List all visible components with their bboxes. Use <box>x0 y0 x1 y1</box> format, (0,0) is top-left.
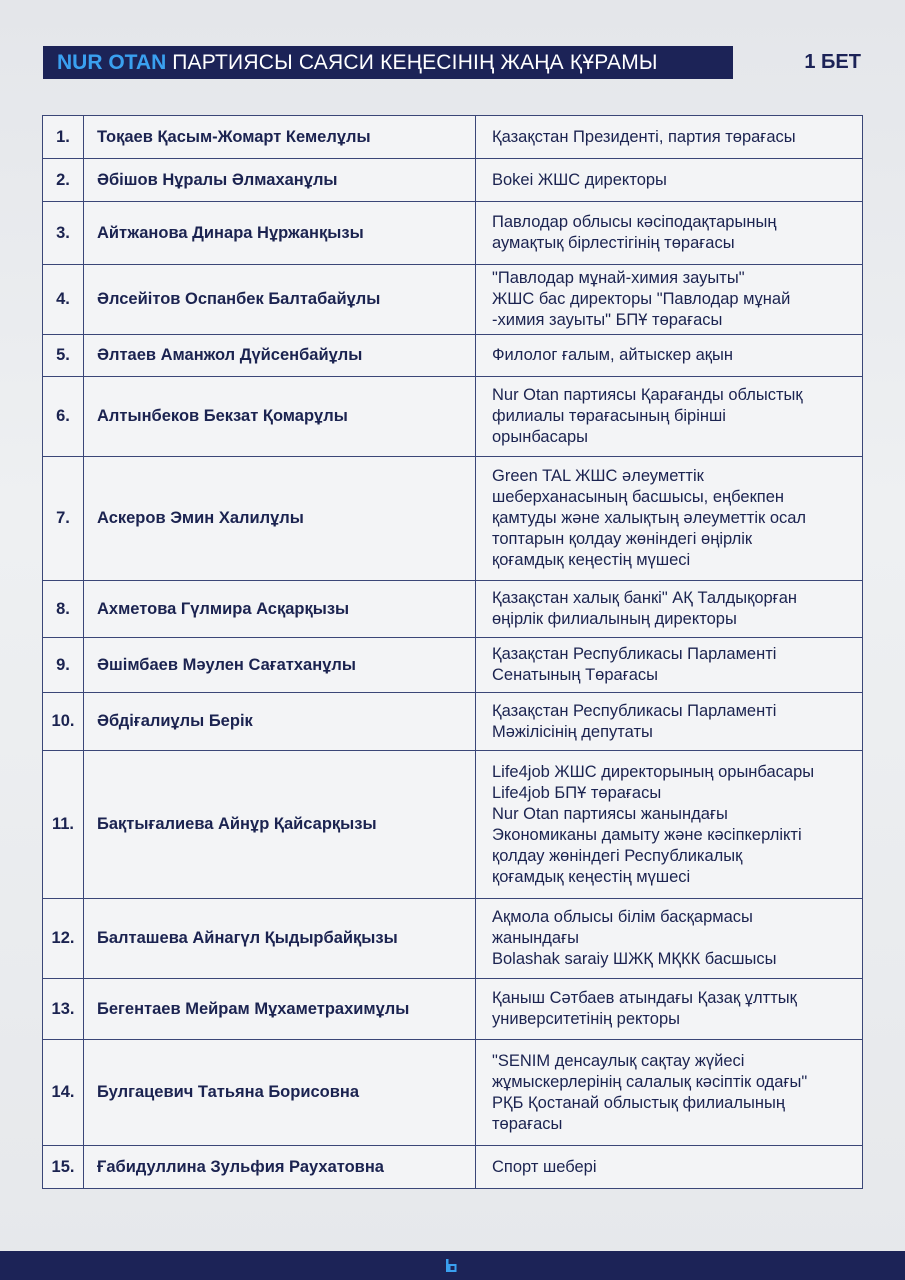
member-position <box>476 335 863 377</box>
member-name: Әбішов Нұралы Әлмаханұлы <box>84 159 476 202</box>
members-table <box>42 115 863 1189</box>
member-name: Әшімбаев Мәулен Сағатханұлы <box>84 638 476 693</box>
position-line: Экономиканы дамыту және кәсіпкерлікті <box>492 825 802 844</box>
position-line: қоғамдық кеңестің мүшесі <box>492 551 691 569</box>
row-number: 12. <box>43 899 84 979</box>
member-position <box>476 581 863 638</box>
position-line: Life4job ЖШС директорының орынбасары <box>492 762 815 781</box>
position-line: Қазақстан Республикасы Парламенті <box>492 701 777 720</box>
member-position <box>476 202 863 265</box>
member-position <box>476 116 863 159</box>
position-line: Nur Otan партиясы жанындағы <box>492 804 728 823</box>
position-line: университетінің ректоры <box>492 1010 681 1028</box>
row-number: 1. <box>43 116 84 159</box>
position-line: Мәжілісінің депутаты <box>492 722 653 741</box>
member-position <box>476 377 863 457</box>
table-row <box>43 899 863 979</box>
member-name: Балташева Айнагүл Қыдырбайқызы <box>84 899 476 979</box>
table-row <box>43 979 863 1040</box>
member-position <box>476 751 863 899</box>
position-line: жұмыскерлерінің салалық кәсіптік одағы" <box>492 1072 808 1091</box>
member-name: Аскеров Эмин Халилұлы <box>84 457 476 581</box>
row-number: 14. <box>43 1040 84 1146</box>
position-line: төрағасы <box>492 1114 563 1133</box>
row-number: 10. <box>43 693 84 751</box>
position-line: қамтуды және халықтың әлеуметтік осал <box>492 509 807 527</box>
position-line: ЖШС бас директоры "Павлодар мұнай <box>492 290 791 308</box>
row-number: 13. <box>43 979 84 1040</box>
table-row <box>43 581 863 638</box>
table-row <box>43 1040 863 1146</box>
party-logo-icon <box>446 1259 457 1272</box>
table-row <box>43 159 863 202</box>
member-name: Бақтығалиева Айнұр Қайсарқызы <box>84 751 476 899</box>
member-name: Булгацевич Татьяна Борисовна <box>84 1040 476 1146</box>
position-line: Филолог ғалым, айтыскер ақын <box>492 346 733 364</box>
header-banner <box>43 46 733 79</box>
member-name: Әбдіғалиұлы Берік <box>84 693 476 751</box>
row-number: 6. <box>43 377 84 457</box>
table-row <box>43 335 863 377</box>
position-line: Ақмола облысы білім басқармасы <box>492 908 753 926</box>
position-line: Bokei ЖШС директоры <box>492 170 667 189</box>
table-row <box>43 751 863 899</box>
member-name: Алтынбеков Бекзат Қомарұлы <box>84 377 476 457</box>
position-line: Сенатының Төрағасы <box>492 666 659 684</box>
table-row <box>43 202 863 265</box>
position-line: "Павлодар мұнай-химия зауыты" <box>492 269 745 287</box>
footer-band <box>0 1251 905 1280</box>
row-number: 5. <box>43 335 84 377</box>
table-row <box>43 265 863 335</box>
position-line: Қазақстан Президенті, партия төрағасы <box>492 127 796 146</box>
table-row <box>43 638 863 693</box>
position-line: аумақтық бірлестігінің төрағасы <box>492 234 735 252</box>
position-line: топтарын қолдау жөніндегі өңірлік <box>492 530 753 548</box>
position-line: Life4job БПҰ төрағасы <box>492 783 662 802</box>
position-line: Green TAL ЖШС әлеуметтік <box>492 467 704 485</box>
position-line: орынбасары <box>492 428 589 446</box>
member-name: Бегентаев Мейрам Мұхаметрахимұлы <box>84 979 476 1040</box>
row-number: 11. <box>43 751 84 899</box>
member-name: Әлтаев Аманжол Дүйсенбайұлы <box>84 335 476 377</box>
position-line: Қазақстан Республикасы Парламенті <box>492 645 777 663</box>
row-number: 2. <box>43 159 84 202</box>
position-line: РҚБ Қостанай облыстық филиалының <box>492 1093 785 1112</box>
table-row <box>43 1146 863 1189</box>
member-position <box>476 1146 863 1189</box>
row-number: 7. <box>43 457 84 581</box>
member-position <box>476 638 863 693</box>
position-line: -химия зауыты" БПҰ төрағасы <box>492 311 723 329</box>
position-line: "SENIM денсаулық сақтау жүйесі <box>492 1051 745 1070</box>
page-number: 1 БЕТ <box>804 51 861 73</box>
member-name: Ахметова Гүлмира Асқарқызы <box>84 581 476 638</box>
row-number: 3. <box>43 202 84 265</box>
table-row <box>43 693 863 751</box>
member-position <box>476 1040 863 1146</box>
position-line: Павлодар облысы кәсіподақтарының <box>492 213 777 231</box>
position-line: Nur Otan партиясы Қарағанды облыстық <box>492 386 803 404</box>
row-number: 8. <box>43 581 84 638</box>
member-name: Айтжанова Динара Нұржанқызы <box>84 202 476 265</box>
member-position <box>476 265 863 335</box>
position-line: қоғамдық кеңестің мүшесі <box>492 867 691 886</box>
row-number: 15. <box>43 1146 84 1189</box>
member-name: Әлсейітов Оспанбек Балтабайұлы <box>84 265 476 335</box>
member-position <box>476 159 863 202</box>
position-line: Спорт шебері <box>492 1157 597 1176</box>
table-row <box>43 457 863 581</box>
position-line: өңірлік филиалының директоры <box>492 610 737 628</box>
row-number: 4. <box>43 265 84 335</box>
member-position <box>476 899 863 979</box>
position-line: қолдау жөніндегі Республикалық <box>492 846 743 865</box>
table-row <box>43 116 863 159</box>
member-name: Тоқаев Қасым-Жомарт Кемелұлы <box>84 116 476 159</box>
position-line: филиалы төрағасының бірінші <box>492 407 726 425</box>
table-row <box>43 377 863 457</box>
position-line: жанындағы <box>492 929 579 947</box>
position-line: Қаныш Сәтбаев атындағы Қазақ ұлттық <box>492 989 797 1007</box>
party-brand: NUR OTAN <box>57 50 167 74</box>
member-position <box>476 693 863 751</box>
page-title: ПАРТИЯСЫ САЯСИ КЕҢЕСІНІҢ ЖАҢА ҚҰРАМЫ <box>172 50 658 74</box>
member-name: Ғабидуллина Зульфия Раухатовна <box>84 1146 476 1189</box>
member-position <box>476 979 863 1040</box>
position-line: шеберханасының басшысы, еңбекпен <box>492 488 785 506</box>
member-position <box>476 457 863 581</box>
row-number: 9. <box>43 638 84 693</box>
position-line: Қазақстан халық банкі" АҚ Талдықорған <box>492 589 797 607</box>
position-line: Bolashak saraiy ШЖҚ МҚКК басшысы <box>492 950 777 968</box>
